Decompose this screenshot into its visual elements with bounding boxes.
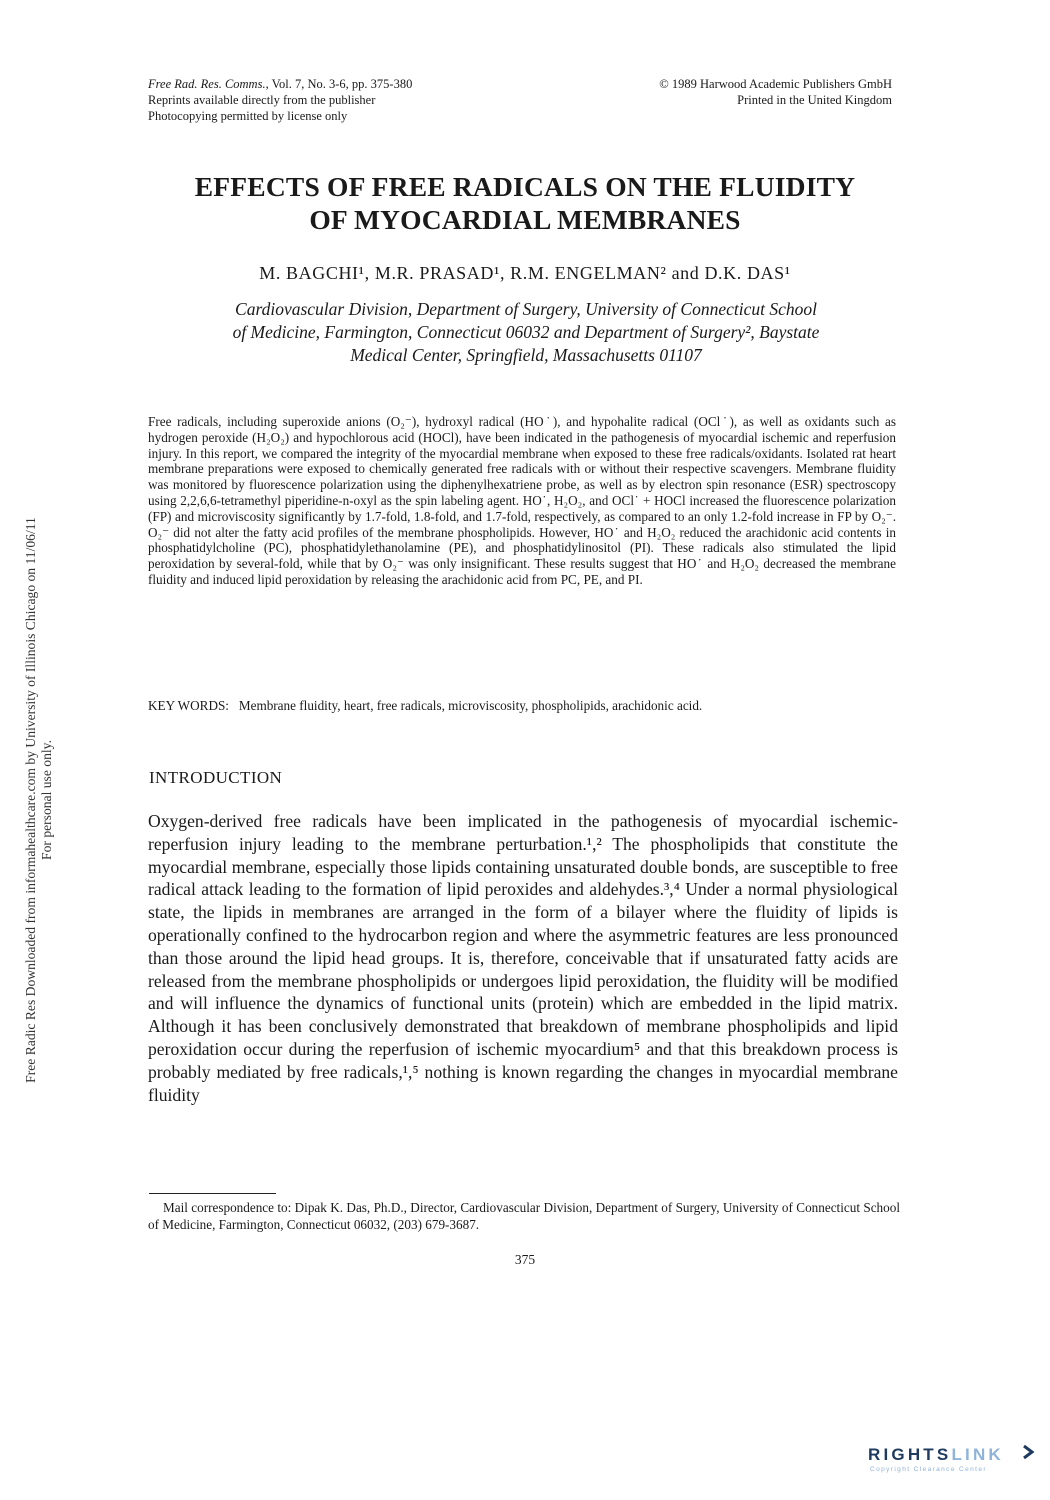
paper-title xyxy=(150,170,900,236)
authors: M. BAGCHI¹, M.R. PRASAD¹, R.M. ENGELMAN² and D.K. DAS¹ xyxy=(259,263,791,283)
header-right xyxy=(659,76,892,108)
footnote-rule xyxy=(149,1193,276,1194)
header-reprints: Reprints available directly from the publisher xyxy=(148,93,376,107)
logo-link: LINK xyxy=(951,1445,1004,1464)
download-watermark xyxy=(20,385,60,1215)
keywords-text: Membrane fluidity, heart, free radicals, microviscosity, phospholipids, arachidonic acid. xyxy=(238,698,703,713)
header-left xyxy=(148,76,412,124)
logo-rights: RIGHTS xyxy=(868,1445,952,1464)
affiliation-line-3: Medical Center, Springfield, Massachusetts 01107 xyxy=(350,345,702,365)
header-copyright: © 1989 Harwood Academic Publishers GmbH xyxy=(659,77,892,91)
header-citation xyxy=(148,76,412,92)
rightslink-logo-svg xyxy=(868,1440,1038,1478)
keywords-label: KEY WORDS: xyxy=(148,698,229,713)
footnote: Mail correspondence to: Dipak K. Das, Ph.D., Director, Cardiovascular Division, Department of Surgery, University of Connecticut School of Medicine, Farmington, Connecticut 06032, (203) 679-3687. xyxy=(148,1200,900,1232)
affiliation-line-2: of Medicine, Farmington, Connecticut 06032 and Department of Surgery², Baystate xyxy=(232,322,820,342)
logo-wordmark xyxy=(868,1445,1004,1464)
header-photocopy: Photocopying permitted by license only xyxy=(148,109,348,123)
rightslink-logo[interactable] xyxy=(868,1440,1038,1478)
journal-name: Free Rad. Res. Comms. xyxy=(148,77,266,91)
affiliation-line-1: Cardiovascular Division, Department of Surgery, University of Connecticut School xyxy=(235,299,817,319)
watermark-line-1: Free Radic Res Downloaded from informahealthcare.com by University of Illinois Chicago on 11/06/11 xyxy=(23,517,38,1083)
logo-tagline: Copyright Clearance Center xyxy=(870,1466,987,1473)
title-line-1: EFFECTS OF FREE RADICALS ON THE FLUIDITY xyxy=(194,171,856,202)
introduction-text: Oxygen-derived free radicals have been implicated in the pathogenesis of myocardial ischemic-reperfusion injury leading to the membrane perturbation.¹,² The phospholipids that constitute the myocardial membrane, especially those lipids containing unsaturated double bonds, are susceptible to free radical attack leading to the formation of lipid peroxides and aldehydes.³,⁴ Under a normal physiological state, the lipids in membranes are arranged in the form of a bilayer where the fluidity of lipids is operationally confined to the hydrocarbon region and where the asymmetric features are less pronounced than those around the lipid head groups. It is, therefore, conceivable that if unsaturated fatty acids are released from the membrane phospholipids or undergoes lipid peroxidation, the fluidity will be modified and will influence the dynamics of functional units (protein) which are embedded in the lipid matrix. Although it has been conclusively demonstrated that breakdown of membrane phospholipids and lipid peroxidation occur during the reperfusion of ischemic myocardium⁵ and that this breakdown process is probably mediated by free radicals,¹,⁵ nothing is known regarding the changes in myocardial membrane fluidity xyxy=(148,811,898,1105)
title-line-2: OF MYOCARDIAL MEMBRANES xyxy=(309,204,741,235)
chevron-right-icon xyxy=(1024,1446,1032,1458)
watermark-svg xyxy=(20,385,60,1215)
page-number: 375 xyxy=(514,1252,536,1267)
citation-details: , Vol. 7, No. 3-6, pp. 375-380 xyxy=(265,77,413,91)
section-heading-introduction: INTRODUCTION xyxy=(149,768,283,787)
header-printed: Printed in the United Kingdom xyxy=(737,93,892,107)
watermark-line-2: For personal use only. xyxy=(39,740,54,860)
keywords xyxy=(148,698,908,714)
affiliation xyxy=(146,298,906,367)
abstract: Free radicals, including superoxide anions (O₂⁻), hydroxyl radical (HO˙), and hypohalite radical (OCl˙), as well as oxidants such as hydrogen peroxide (H₂O₂) and hypochlorous acid (HOCl), have been indicated in the pathogenesis of myocardial ischemic and reperfusion injury. In this report, we compared the integrity of the myocardial membrane when exposed to these free radicals/oxidants. Isolated rat heart membrane preparations were exposed to chemically generated free radicals with or without their respective scavengers. Membrane fluidity was monitored by fluorescence polarization using the diphenylhexatriene probe, as well as by electron spin resonance (ESR) spectroscopy using 2,2,6,6-tetramethyl piperidine-n-oxyl as the spin labeling agent. HO˙, H₂O₂, and OCl˙ + HOCl increased the fluorescence polarization (FP) and microviscosity significantly by 1.7-fold, 1.8-fold, and 1.7-fold, respectively, as compared to an only 1.2-fold increase in FP by O₂⁻. O₂⁻ did not alter the fatty acid profiles of the membrane phospholipids. However, HO˙ and H₂O₂ reduced the arachidonic acid contents in phosphatidylcholine (PC), phosphatidylethanolamine (PE), and phosphatidylinositol (PI). These radicals also stimulated the lipid peroxidation by several-fold, while that by O₂⁻ was only insignificant. These results suggest that HO˙ and H₂O₂ decreased the membrane fluidity and induced lipid peroxidation by releasing the arachidonic acid from PC, PE, and PI. xyxy=(148,414,896,587)
